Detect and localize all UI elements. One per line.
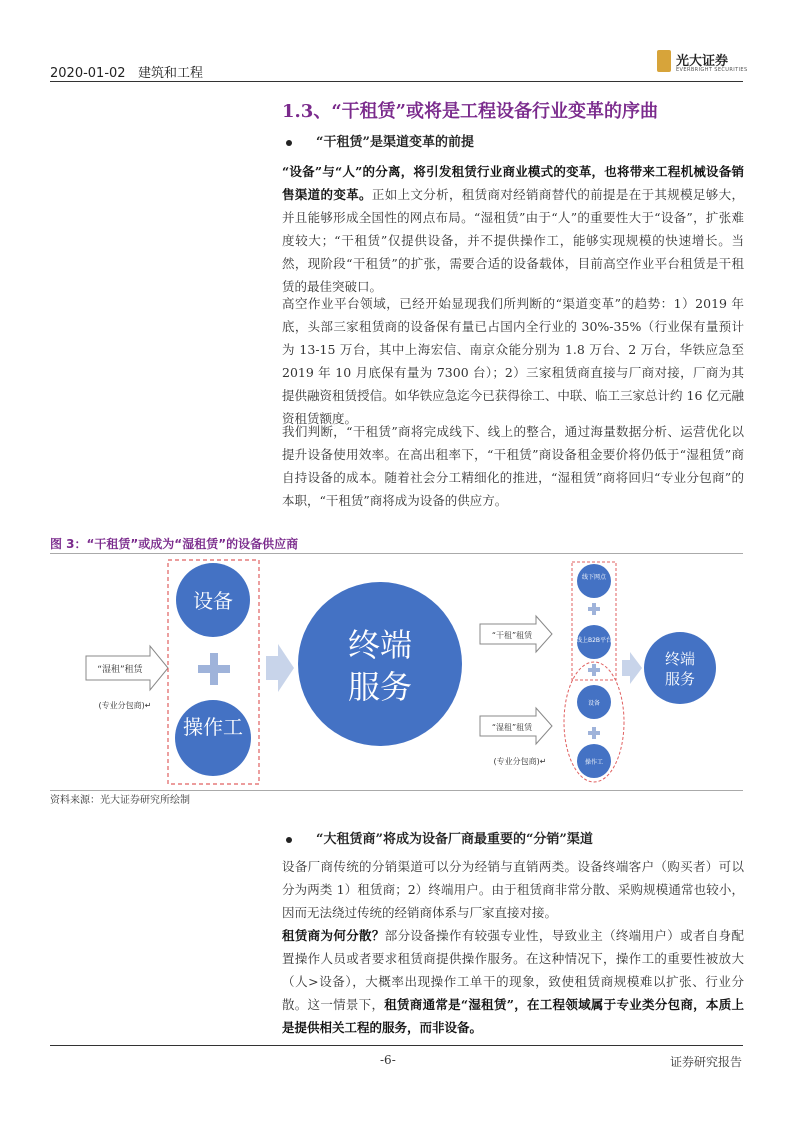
paragraph-1 (282, 160, 744, 298)
paragraph-5 (282, 924, 744, 1039)
bullet-dot-icon (286, 837, 292, 843)
paragraph-3: 我们判断，“干租赁”商将完成线下、线上的整合，通过海量数据分析、运营优化以提升设备使用效率。在高出租率下，“干租赁”商设备租金要价将仍低于“湿租赁”商自持设备的成本。随着社会分工精细化的推进，“湿租赁”商将回归“专业分包商”的本职，“干租赁”商将成为设备的供应方。 (282, 424, 744, 508)
to-center-arrow (266, 644, 294, 692)
small-equipment-label: 设备 (587, 700, 601, 707)
footer-label: 证券研究报告 (670, 1055, 743, 1069)
paragraph-1-rest: 正如上文分析，租赁商对经销商替代的前提是在于其规模足够大，并且能够形成全国性的网点布局。“湿租赁”由于“人”的重要性大于“设备”，扩张难度较大；“干租赁”仅提供设备，并不提供操作工，能够实现规模的快速增长。当然，现阶段“干租赁”的扩张，需要合适的设备载体，目前高空作业平台租赁是干租赁的最佳突破口。 (282, 187, 744, 294)
offline-outlet-circle (577, 564, 611, 598)
dry-lease-arrow-label: “干租”租赁 (491, 631, 533, 640)
paragraph-2: 高空作业平台领域，已经开始显现我们所判断的“渠道变革”的趋势：1）2019 年底，头部三家租赁商的设备保有量已占国内全行业的 30%-35%（行业保有量预计为 13-15 万台，其中上海宏信、南京众能分别为 1.8 万台、2 万台，华铁应急至 2019 年 10 月底保有量为 7300 台）；2）三家租赁商直接与厂商对接，厂商为其提供融资租赁授信。如华铁应急迄今已获得徐工、中联、临工三家总计约 16 亿元融资租赁额度。 (282, 296, 744, 426)
small-plus-1-v (592, 603, 596, 615)
terminal-service-line2: 服务 (347, 668, 413, 706)
header-date-category (50, 62, 203, 81)
plus-icon-v (210, 653, 218, 685)
figure-rule-top (50, 553, 743, 554)
figure-diagram (50, 556, 743, 788)
figure-title: 图 3：“干租赁”或成为“湿租赁”的设备供应商 (50, 537, 299, 551)
bullet-heading-2 (286, 828, 593, 847)
paragraph-5-bold: 租赁商为何分散？ (282, 928, 385, 943)
operator-circle-label: 操作工 (183, 715, 243, 739)
logo-name: 光大证券 (676, 54, 729, 69)
logo-icon (657, 50, 671, 72)
equipment-circle-label: 设备 (193, 589, 233, 613)
footer-rule (50, 1045, 743, 1046)
offline-outlet-label: 线下网点 (581, 574, 607, 581)
right-terminal-service-line2: 服务 (664, 670, 696, 688)
footer-page-number: -6- (380, 1053, 396, 1067)
paragraph-5-bold-2: 租赁商通常是“湿租赁”，在工程领域属于专业类分包商，本质上是提供相关工程的服务，而非设备。 (282, 997, 744, 1035)
header-rule (50, 81, 743, 82)
right-terminal-service-line1: 终端 (664, 650, 696, 668)
bullet-heading-1 (286, 131, 474, 150)
left-sub-label: (专业分包商)↵ (98, 701, 152, 710)
header-category: 建筑和工程 (137, 66, 203, 81)
online-platform-label: 线上B2B平台 (575, 637, 613, 644)
paragraph-5-rest: 部分设备操作有较强专业性，导致业主（终端用户）或者自身配置操作人员或者要求租赁商提供操作服务。在这种情况下，操作工的重要性被放大（人>设备），大概率出现操作工单干的现象，致使租赁商规模难以扩张、行业分散。这一情景下， (282, 928, 744, 1012)
bullet-text-1: “干租赁”是渠道变革的前提 (316, 135, 474, 150)
small-plus-2-v (592, 664, 596, 676)
bullet-dot-icon (286, 140, 292, 146)
terminal-service-line1: 终端 (347, 626, 413, 664)
bullet-text-2: “大租赁商”将成为设备厂商最重要的“分销”渠道 (316, 832, 593, 847)
header-date: 2020-01-02 (50, 66, 126, 81)
paragraph-1-bold: “设备”与“人”的分离，将引发租赁行业商业模式的变革，也将带来工程机械设备销售渠道的变革。 (282, 164, 744, 202)
wet-lease-arrow-label: “湿租”租赁 (491, 723, 533, 732)
section-title: 1.3、“干租赁”或将是工程设备行业变革的序曲 (282, 101, 659, 122)
left-arrow-label: “湿租”租赁 (97, 665, 143, 675)
small-plus-3-v (592, 727, 596, 739)
figure-source: 资料来源：光大证券研究所绘制 (50, 795, 190, 806)
right-terminal-service-circle (644, 632, 716, 704)
to-right-arrow (622, 652, 642, 684)
small-operator-label: 操作工 (584, 759, 604, 766)
logo-subtitle: EVERBRIGHT SECURITIES (676, 67, 748, 73)
right-sub-label: (专业分包商)↵ (493, 757, 547, 766)
paragraph-4: 设备厂商传统的分销渠道可以分为经销与直销两类。设备终端客户（购买者）可以分为两类 1）租赁商；2）终端用户。由于租赁商非常分散、采购规模通常也较小，因而无法绕过传统的经销商体系与厂家直接对接。 (282, 859, 744, 920)
terminal-service-circle (298, 582, 462, 746)
